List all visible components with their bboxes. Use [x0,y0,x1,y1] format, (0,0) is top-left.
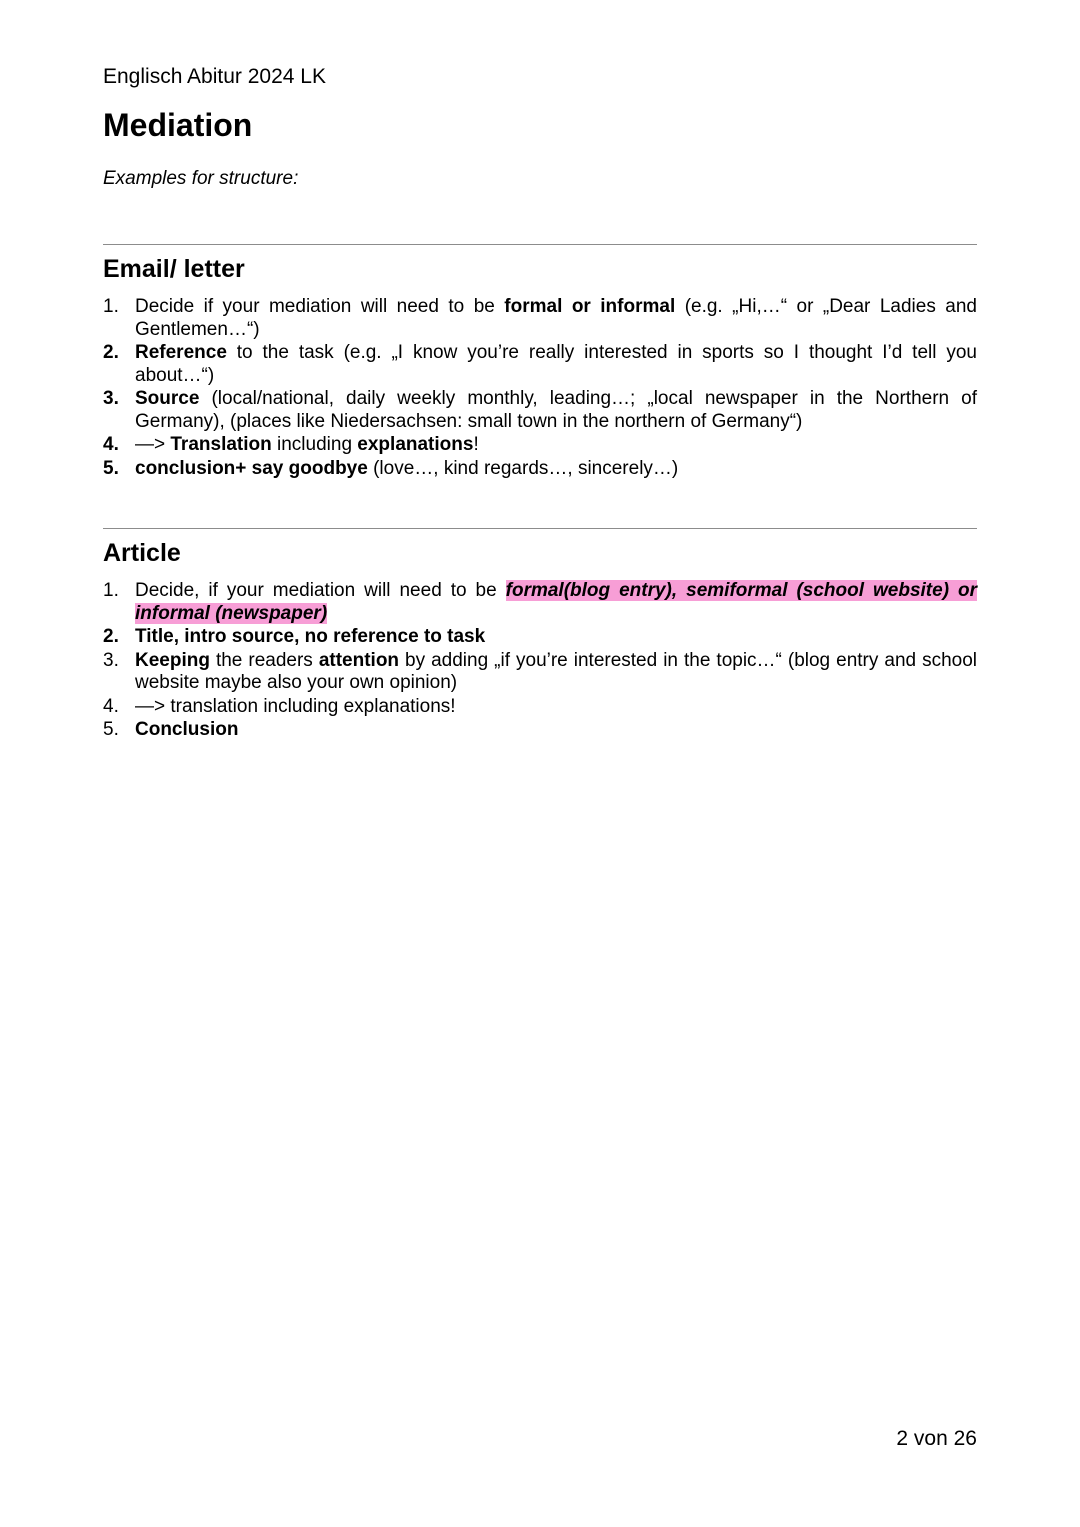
list-item-text [135,388,977,433]
bold-text: Source [135,388,200,409]
list-item-number: 4. [103,695,119,717]
bold-text: Title, intro source, no reference to task [135,626,486,647]
email-steps-list [103,296,977,480]
list-item [103,458,977,481]
text-segment: (e.g. „Hi,…“ or „Dear Ladies and Gentlemen…“) [135,296,977,340]
list-item-number: 5. [103,457,119,479]
bold-text: Conclusion [135,719,239,740]
list-item [103,719,977,742]
bold-text: Reference [135,342,227,363]
list-item [103,434,977,457]
text-segment: by adding „if you’re interested in the topic…“ (blog entry and school website maybe also your own opinion) [135,649,978,693]
list-item-number: 3. [103,649,119,671]
list-item-number: 4. [103,434,119,455]
text-segment: the readers [209,649,319,671]
text-segment: Decide, if your mediation will need to be [135,580,506,601]
bold-text: explanations [357,434,474,455]
article-steps-list [103,580,977,742]
list-item-number: 5. [103,719,119,740]
text-segment: Decide if your mediation will need to be [135,296,505,317]
document-header: Englisch Abitur 2024 LK [103,65,326,88]
text-segment: to the task (e.g. „I know you’re really interested in sports so I thought I’d tell you about…“) [135,342,977,386]
list-item-number: 2. [103,626,119,647]
bold-text: attention [318,649,400,671]
list-item-text [135,650,977,695]
text-segment: including [271,434,358,455]
section-heading: Article [103,539,181,567]
text-segment: —> translation including explanations! [135,695,456,717]
list-item-text [135,458,977,481]
page-title: Mediation [103,107,253,143]
list-item [103,388,977,433]
section-heading: Email/ letter [103,255,245,283]
list-item-text [135,626,977,649]
list-item [103,650,977,695]
list-item-text [135,696,977,719]
text-segment: ! [473,434,479,455]
list-item-text [135,342,977,387]
list-item-text [135,719,977,742]
list-item-number: 3. [103,388,119,409]
text-segment: —> [135,434,171,455]
list-item [103,342,977,387]
list-item-text [135,296,977,341]
highlighted-text: formal(blog entry), semiformal (school website) or informal (newspaper) [135,580,977,624]
email-letter-section [103,244,977,481]
subtitle: Examples for structure: [103,168,299,189]
list-item-number: 2. [103,342,119,363]
list-item [103,696,977,719]
article-section [103,528,977,743]
list-item-number: 1. [103,580,119,601]
list-item [103,626,977,649]
page-number: 2 von 26 [896,1427,977,1450]
list-item-text [135,580,977,625]
bold-text: conclusion+ say goodbye [135,457,368,479]
list-item-number: 1. [103,296,119,317]
text-segment: (love…, kind regards…, sincerely…) [367,457,679,479]
bold-text: Translation [170,434,272,455]
list-item [103,296,977,341]
bold-text: formal or informal [504,296,676,317]
list-item [103,580,977,625]
list-item-text [135,434,977,457]
bold-text: Keeping [135,649,210,671]
text-segment: (local/national, daily weekly monthly, leading…; „local newspaper in the Northern of Germany), (places like Niedersachsen: small town in the northern of Germany“) [135,388,977,432]
